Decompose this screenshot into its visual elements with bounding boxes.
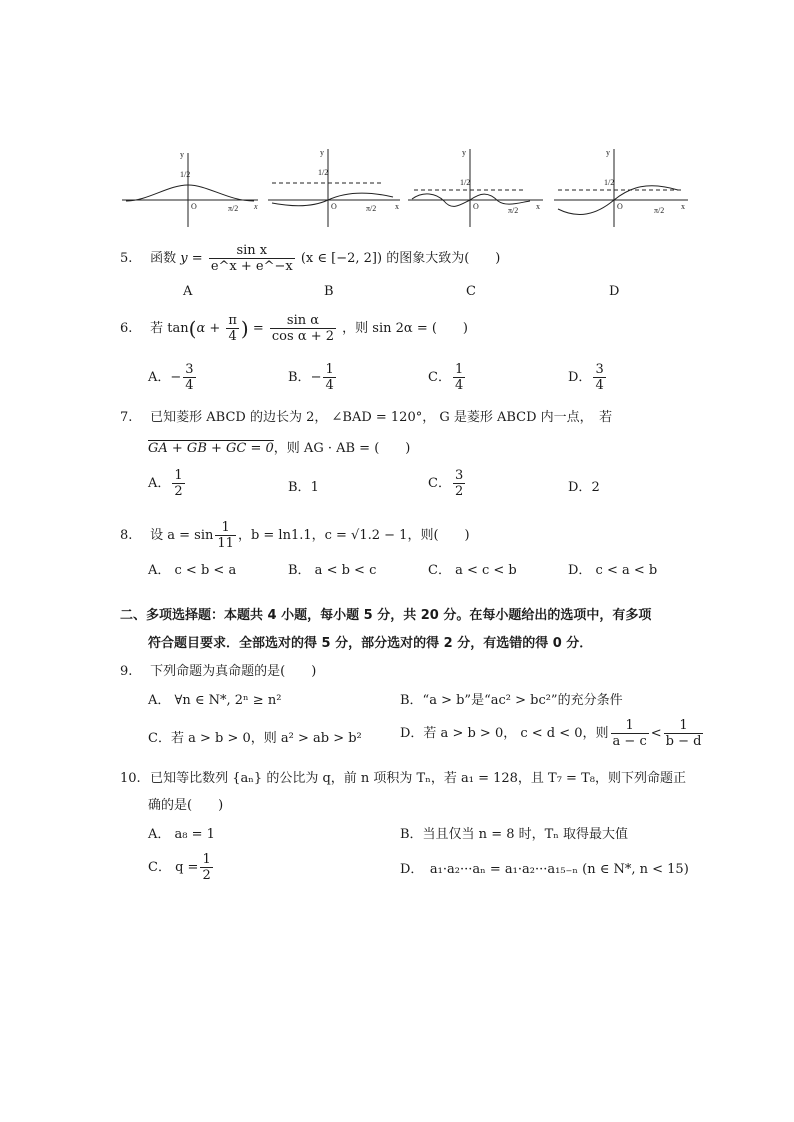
q6-number: 6. — [120, 321, 133, 336]
q9-option-d-lt: < — [650, 726, 662, 741]
graph-a-curve — [126, 185, 254, 201]
q7-line2-tail: ，则 AG · AB = ( ) — [273, 441, 411, 456]
q10-option-c-prefix: C． q = — [148, 860, 199, 875]
graph-a-y-label: y — [180, 150, 184, 159]
graph-b — [268, 148, 400, 227]
question-6: 6. 若 tan(α + $\frac{\pi}{4}$ ) = $\frac{\text{sin α}}{\text{cos α + 2}}$ ，则 sin 2α = ( ) — [120, 313, 468, 344]
q7-vector-sum: GA + GB + GC = 0 — [148, 441, 274, 456]
q7-option-c[interactable] — [428, 468, 467, 499]
question-8 — [120, 520, 470, 551]
graph-label-d: D — [609, 284, 620, 299]
q6-option-c-num: 1 — [454, 362, 464, 377]
question-5: 5. 函数 y = $\frac{\text{sin x}}{e\^{}x + e\^{}-x}$ (x ∈ [−2, 2]) 的图象大致为( ) — [120, 243, 501, 274]
q6-option-c[interactable] — [428, 362, 467, 393]
q6-option-d[interactable] — [568, 362, 608, 393]
graph-b-y-label: y — [320, 148, 324, 157]
q6-rhs-den: cos α + 2 — [271, 329, 335, 344]
graph-b-tick-pi: π/2 — [366, 204, 377, 213]
q6-option-a-sign: − — [170, 370, 182, 385]
graph-c-tick-half: 1/2 — [460, 178, 471, 187]
q7-option-c-num: 3 — [454, 468, 464, 483]
q7-number: 7. — [120, 410, 133, 425]
graph-d-origin: O — [617, 202, 623, 211]
graph-d-y-label: y — [606, 148, 610, 157]
graph-a-tick-half: 1/2 — [180, 170, 191, 179]
q8-a-frac — [215, 520, 236, 551]
graph-label-c: C — [466, 284, 476, 299]
question-9 — [120, 660, 316, 679]
q8-option-c[interactable]: C． a < c < b — [428, 563, 517, 578]
q10-option-c-frac — [200, 852, 212, 883]
question-10 — [120, 767, 686, 786]
q6-pi-fraction — [226, 313, 239, 344]
q5-denominator: e^x + e^−x — [210, 259, 293, 274]
q6-option-b-label: B． — [288, 370, 311, 385]
q7-option-a[interactable] — [148, 468, 187, 499]
q7-option-a-num: 1 — [174, 468, 183, 483]
graph-a-origin: O — [191, 202, 197, 211]
graph-c-x-label: x — [536, 202, 540, 211]
question-10-line2: 确的是( ) — [148, 798, 224, 813]
q6-option-d-den: 4 — [595, 378, 604, 393]
q6-option-d-num: 3 — [595, 362, 604, 377]
q9-option-d-d2: b − d — [665, 734, 702, 749]
graph-d-tick-pi: π/2 — [654, 206, 665, 215]
q7-option-c-label: C． — [428, 476, 451, 491]
q5-prefix: 函数 — [150, 251, 177, 266]
q9-stem: 下列命题为真命题的是( ) — [150, 664, 317, 679]
q6-option-c-frac — [453, 362, 465, 393]
q7-option-a-frac — [172, 468, 184, 499]
q6-option-c-den: 4 — [454, 378, 464, 393]
q7-option-d[interactable] — [568, 476, 600, 495]
q6-option-a[interactable] — [148, 362, 198, 393]
q9-option-d-frac1 — [611, 718, 649, 749]
q9-option-c[interactable]: C．若 a > b > 0，则 a² > ab > b² — [148, 731, 362, 746]
q9-option-d-prefix: D．若 a > b > 0， c < d < 0，则 — [400, 726, 609, 741]
q5-domain: (x ∈ [−2, 2]) — [300, 251, 383, 266]
q9-option-d-n1: 1 — [611, 718, 649, 734]
q5-number: 5. — [120, 251, 133, 266]
graph-b-origin: O — [331, 202, 337, 211]
graph-c-origin: O — [473, 202, 479, 211]
q7-option-b[interactable] — [288, 476, 319, 495]
q8-a-prefix: 设 a = sin — [150, 528, 214, 543]
q7-option-d-label: D． — [568, 480, 592, 495]
q6-option-d-label: D． — [568, 370, 592, 385]
q6-option-a-den: 4 — [185, 378, 194, 393]
q7-option-a-label: A． — [148, 476, 171, 491]
q8-a-den: 11 — [217, 536, 234, 551]
graph-c-tick-pi: π/2 — [508, 206, 519, 215]
q7-option-a-den: 2 — [174, 484, 183, 499]
graph-b-tick-half: 1/2 — [318, 168, 329, 177]
q6-option-a-frac — [183, 362, 195, 393]
section-2-heading-line1: 二、多项选择题：本题共 4 小题，每小题 5 分，共 20 分。在每小题给出的选项中，有多项 — [120, 608, 652, 623]
graph-a — [122, 150, 258, 227]
q6-option-a-label: A． — [148, 370, 171, 385]
q9-number: 9. — [120, 664, 133, 679]
graph-c — [408, 148, 543, 227]
q6-option-b-frac — [323, 362, 335, 393]
q5-suffix: 的图象大致为( ) — [386, 251, 501, 266]
graph-label-a: A — [183, 284, 193, 299]
q6-pi: π — [228, 313, 237, 328]
question-7 — [120, 406, 612, 425]
q8-rest: ，b = ln1.1，c = √1.2 − 1，则( ) — [237, 528, 470, 543]
q7-option-b-label: B． — [288, 480, 311, 495]
q6-rhs — [270, 313, 336, 344]
graph-c-y-label: y — [462, 148, 466, 157]
q8-option-a[interactable]: A． c < b < a — [148, 563, 237, 578]
q9-option-d-n2: 1 — [664, 718, 704, 734]
q8-a-num: 1 — [215, 520, 236, 536]
question-7-line2 — [148, 437, 410, 456]
graph-a-tick-pi: π/2 — [228, 204, 239, 213]
q9-option-d-frac2 — [664, 718, 704, 749]
q6-option-b[interactable] — [288, 362, 338, 393]
q5-y: y — [180, 251, 188, 266]
q9-option-b[interactable]: B．“a > b”是“ac² > bc²”的充分条件 — [400, 693, 623, 708]
q7-option-b-value: 1 — [310, 480, 319, 495]
graph-a-x-label: x — [254, 202, 258, 211]
q9-option-d[interactable] — [400, 718, 705, 749]
graph-d-x-label: x — [681, 202, 685, 211]
q9-option-d-d1: a − c — [612, 734, 647, 749]
q10-option-c-num: 1 — [202, 852, 211, 867]
q5-graphs — [118, 145, 690, 230]
graph-d-tick-half: 1/2 — [604, 178, 615, 187]
q6-option-b-sign: − — [310, 370, 322, 385]
q10-option-c-den: 2 — [202, 868, 211, 883]
q6-tan: 若 tan — [150, 321, 189, 336]
q7-option-d-value: 2 — [591, 480, 600, 495]
q7-option-c-frac — [453, 468, 465, 499]
q7-line1: 已知菱形 ABCD 的边长为 2， ∠BAD = 120°， G 是菱形 ABCD 内一点， 若 — [150, 410, 613, 425]
q10-option-c[interactable] — [148, 852, 215, 883]
q10-option-d[interactable]: D． a₁·a₂···aₙ = a₁·a₂···a₁₅₋ₙ (n ∈ N*, n < 15) — [400, 862, 689, 877]
q6-option-d-frac — [593, 362, 605, 393]
graph-d — [554, 148, 688, 227]
q10-line1: 已知等比数列 {aₙ} 的公比为 q，前 n 项积为 Tₙ，若 a₁ = 128，且 T₇ = T₈，则下列命题正 — [150, 771, 686, 786]
q7-option-c-den: 2 — [454, 484, 464, 499]
q10-number: 10. — [120, 771, 141, 786]
graph-b-x-label: x — [395, 202, 399, 211]
q6-option-a-num: 3 — [185, 362, 194, 377]
q6-four: 4 — [228, 329, 237, 344]
q6-option-b-den: 4 — [325, 378, 334, 393]
q5-numerator: sin x — [209, 243, 295, 259]
q6-arg: α + — [196, 321, 225, 336]
q6-tail: ，则 sin 2α = ( ) — [342, 321, 468, 336]
q10-option-a[interactable]: A． a₈ = 1 — [148, 827, 215, 842]
section-2-heading-line2: 符合题目要求．全部选对的得 5 分，部分选对的得 2 分，有选错的得 0 分． — [148, 636, 593, 651]
q6-rhs-num: sin α — [270, 313, 336, 329]
q10-option-b[interactable]: B．当且仅当 n = 8 时，Tₙ 取得最大值 — [400, 827, 629, 842]
q6-option-c-label: C． — [428, 370, 451, 385]
q8-number: 8. — [120, 528, 133, 543]
q8-option-d[interactable]: D． c < a < b — [568, 563, 658, 578]
q6-option-b-num: 1 — [325, 362, 334, 377]
q8-option-b[interactable]: B． a < b < c — [288, 563, 377, 578]
graph-label-b: B — [324, 284, 334, 299]
q5-fraction — [209, 243, 295, 274]
q9-option-a[interactable]: A． ∀n ∈ N*, 2ⁿ ≥ n² — [148, 693, 282, 708]
